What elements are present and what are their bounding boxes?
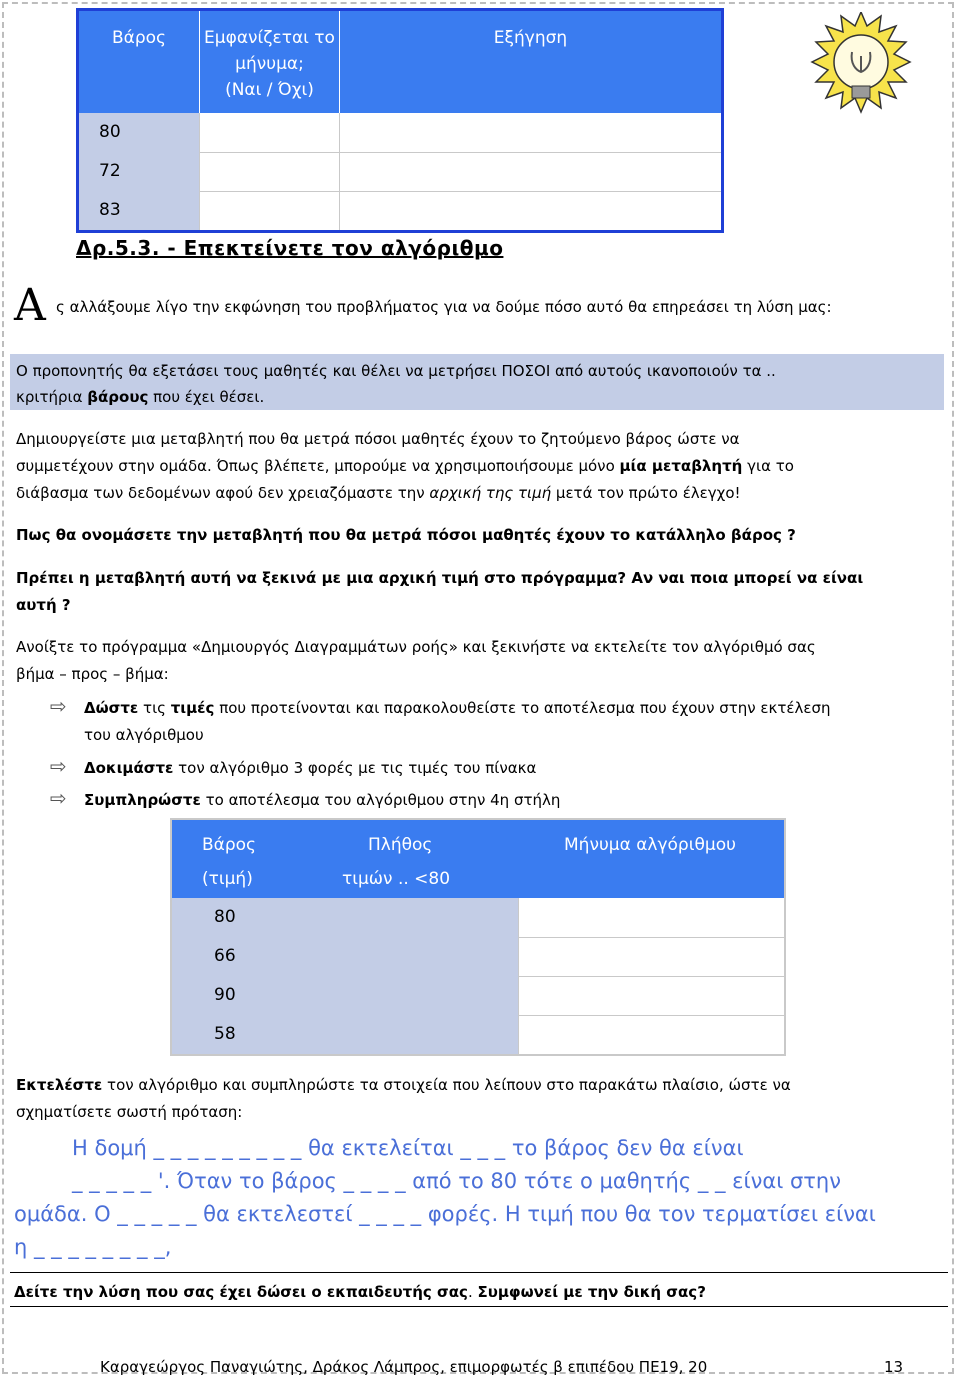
bold-text: βάρους	[87, 388, 149, 406]
header-explanation: Εξήγηση	[493, 28, 568, 48]
weight-cell: 58	[172, 1015, 332, 1054]
answer-cell[interactable]	[200, 152, 340, 191]
fill-blank-line-4: η _ _ _ _ _ _ _ _,	[14, 1235, 172, 1259]
question-2-line-2: αυτή ?	[16, 596, 71, 614]
message-cell[interactable]	[518, 898, 784, 937]
header-message-text: Εμφανίζεται το μήνυμα;	[204, 28, 335, 74]
text: τις	[138, 699, 171, 717]
para1-line-3	[16, 480, 741, 507]
text: το αποτέλεσμα του αλγόριθμου στην 4η στήλη	[200, 791, 561, 809]
weight-cell: 80	[172, 898, 332, 937]
text: τον αλγόριθμο και συμπληρώστε τα στοιχεία που λείπουν στο παρακάτω πλαίσιο, ώστε να	[102, 1076, 791, 1094]
header-message-shown	[200, 11, 340, 113]
table-header	[79, 11, 721, 113]
text: συμμετέχουν στην ομάδα. Όπως βλέπετε, μπορούμε να χρησιμοποιήσουμε μόνο	[16, 457, 620, 475]
step-1	[84, 695, 831, 722]
fill-blank-line-2: _ _ _ _ _ '. Όταν το βάρος _ _ _ _ από το 80 τότε ο μαθητής _ _ είναι στην	[72, 1169, 841, 1193]
bold-text: Δώστε	[84, 699, 139, 717]
bold-text: Εκτελέστε	[16, 1076, 103, 1094]
divider	[10, 1306, 948, 1307]
text: κριτήρια	[16, 388, 88, 406]
fill-blank-line-3: ομάδα. Ο _ _ _ _ _ θα εκτελεστεί _ _ _ _ φορές. Η τιμή που θα τον τερματίσει είναι	[14, 1202, 876, 1226]
algorithm-results-table	[170, 818, 786, 1056]
weight-cell: 80	[79, 113, 200, 152]
table-row	[172, 1015, 784, 1054]
bold-text: τιμές	[170, 699, 215, 717]
weight-check-table	[76, 8, 724, 233]
answer-cell[interactable]	[200, 191, 340, 230]
header-text: Πλήθος	[368, 835, 433, 855]
bold-text: Συμπληρώστε	[84, 791, 201, 809]
italic-text: αρχική της τιμή	[429, 484, 552, 502]
header-yes-no: (Ναι / Όχι)	[225, 80, 314, 100]
header-text: τιμών .. <80	[342, 869, 451, 889]
para3-line-1	[16, 1072, 791, 1099]
divider	[10, 1272, 948, 1273]
answer-cell[interactable]	[200, 113, 340, 152]
header-weight: Βάρος	[79, 11, 200, 113]
para2-line-1: Ανοίξτε το πρόγραμμα «Δημιουργός Διαγραμμάτων ροής» και ξεκινήστε να εκτελείτε τον αλγόριθμό σας	[16, 638, 816, 656]
bold-text: Συμφωνεί με την δική σας?	[477, 1283, 706, 1301]
page-number: 13	[884, 1358, 904, 1376]
message-cell[interactable]	[518, 937, 784, 976]
count-cell[interactable]	[332, 898, 518, 937]
intro-text: ς αλλάξουμε λίγο την εκφώνηση του προβλήματος για να δούμε πόσο αυτό θα επηρεάσει τη λύση μας:	[56, 298, 832, 316]
table-row	[79, 152, 721, 191]
lightbulb-icon	[806, 12, 916, 116]
para1-line-2	[16, 453, 794, 480]
exercise-title: Δρ.5.3. - Επεκτείνετε τον αλγόριθμο	[76, 236, 504, 260]
weight-cell: 66	[172, 937, 332, 976]
explanation-cell[interactable]	[340, 113, 721, 152]
table-header	[172, 820, 784, 898]
text: διάβασμα των δεδομένων αφού δεν χρειαζόμαστε την	[16, 484, 430, 502]
step-1-continued: του αλγόριθμου	[84, 726, 204, 744]
text: που έχει θέσει.	[148, 388, 265, 406]
count-cell[interactable]	[332, 937, 518, 976]
table-row	[79, 191, 721, 230]
para3-line-2: σχηματίσετε σωστή πρόταση:	[16, 1103, 243, 1121]
header-message: Μήνυμα αλγόριθμου	[564, 835, 736, 855]
count-cell[interactable]	[332, 1015, 518, 1054]
text: για το	[742, 457, 794, 475]
table-row	[172, 976, 784, 1015]
header-count	[332, 820, 518, 898]
text: τον αλγόριθμο 3 φορές με τις τιμές του πίνακα	[173, 759, 537, 777]
bold-text: Δείτε την λύση που σας έχει δώσει ο εκπαιδευτής σας	[14, 1283, 468, 1301]
text: μετά τον πρώτο έλεγχο!	[551, 484, 741, 502]
highlight-line-1: Ο προπονητής θα εξετάσει τους μαθητές και θέλει να μετρήσει ΠΟΣΟΙ από αυτούς ικανοποιούν τα ..	[16, 362, 776, 380]
question-2-line-1: Πρέπει η μεταβλητή αυτή να ξεκινά με μια αρχική τιμή στο πρόγραμμα? Αν ναι ποια μπορεί να είναι	[16, 569, 864, 587]
count-cell[interactable]	[332, 976, 518, 1015]
explanation-cell[interactable]	[340, 191, 721, 230]
message-cell[interactable]	[518, 976, 784, 1015]
header-text: (τιμή)	[202, 869, 253, 889]
bold-text: μία μεταβλητή	[619, 457, 743, 475]
text: .	[467, 1283, 478, 1301]
header-weight	[172, 820, 332, 898]
step-3	[84, 787, 560, 814]
arrow-right-icon: ⇨	[50, 786, 67, 810]
weight-cell: 72	[79, 152, 200, 191]
question-1: Πως θα ονομάσετε την μεταβλητή που θα μετρά πόσοι μαθητές έχουν το κατάλληλο βάρος ?	[16, 526, 796, 544]
step-2	[84, 755, 536, 782]
fill-blank-line-1: Η δομή _ _ _ _ _ _ _ _ _ θα εκτελείται _ _ _ το βάρος δεν θα είναι	[72, 1136, 744, 1160]
footer-authors: Καραγεώργος Παναγιώτης, Δράκος Λάμπρος, επιμορφωτές β επιπέδου ΠΕ19, 20	[100, 1358, 708, 1376]
drop-cap: Α	[14, 280, 46, 331]
table-row	[79, 113, 721, 152]
weight-cell: 83	[79, 191, 200, 230]
weight-cell: 90	[172, 976, 332, 1015]
arrow-right-icon: ⇨	[50, 694, 67, 718]
table-row	[172, 937, 784, 976]
explanation-cell[interactable]	[340, 152, 721, 191]
para2-line-2: βήμα – προς – βήμα:	[16, 665, 169, 683]
arrow-right-icon: ⇨	[50, 754, 67, 778]
para1-line-1: Δημιουργείστε μια μεταβλητή που θα μετρά πόσοι μαθητές έχουν το ζητούμενο βάρος ώστε να	[16, 430, 740, 448]
table-row	[172, 898, 784, 937]
bold-text: Δοκιμάστε	[84, 759, 174, 777]
highlight-line-2	[16, 384, 264, 411]
final-instruction	[14, 1279, 706, 1306]
header-text: Βάρος	[202, 835, 257, 855]
message-cell[interactable]	[518, 1015, 784, 1054]
text: που προτείνονται και παρακολουθείστε το αποτέλεσμα που έχουν στην εκτέλεση	[214, 699, 831, 717]
